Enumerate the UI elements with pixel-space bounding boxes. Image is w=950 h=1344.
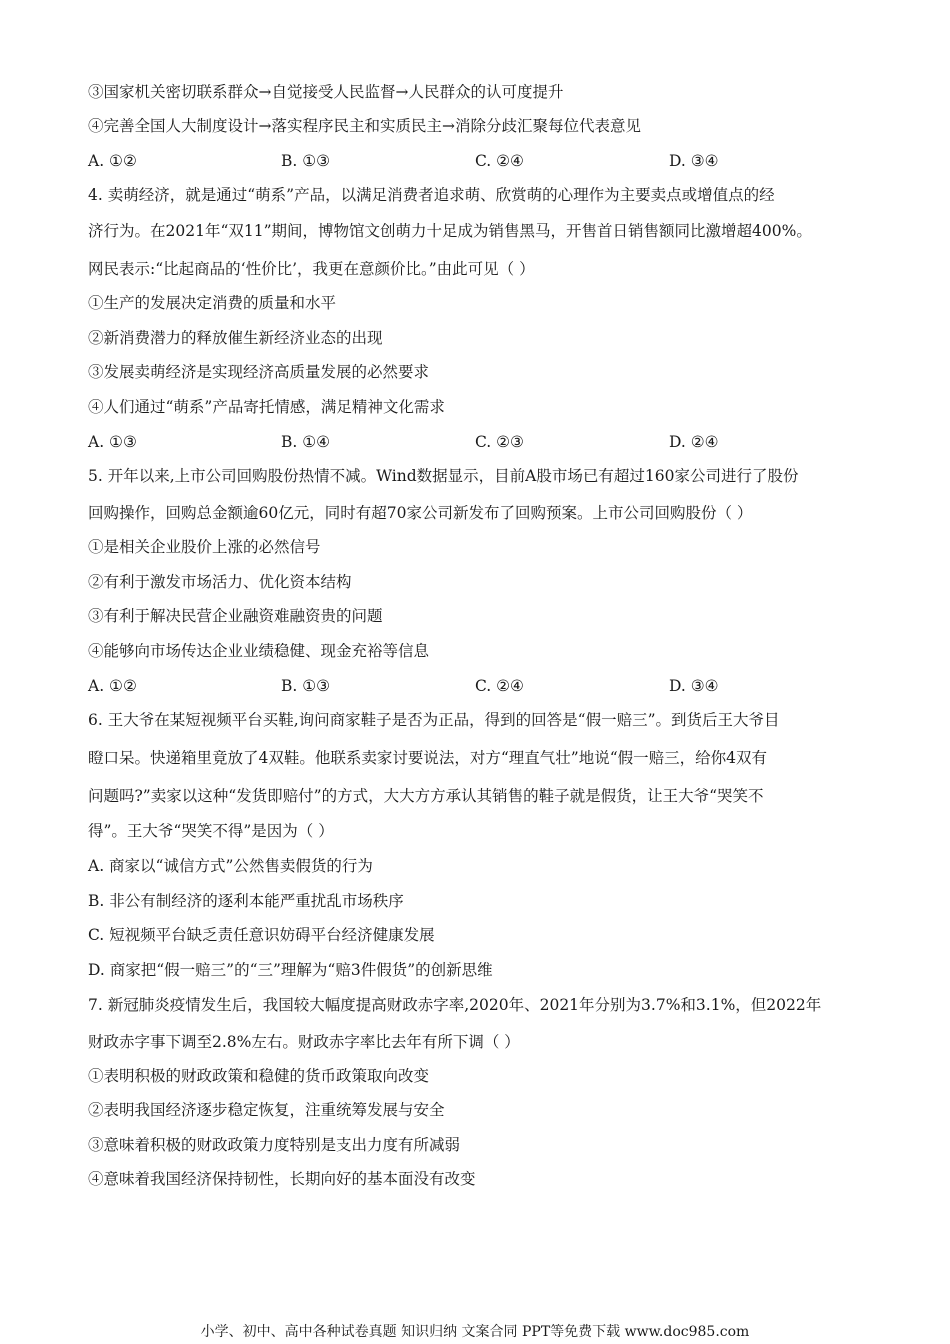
q4-option-d: D. ②④ xyxy=(669,433,719,451)
q7-stem-line-2: 财政赤字事下调至2.8%左右。财政赤字率比去年有所下调（ ） xyxy=(88,1033,520,1051)
q6-stem-line-2: 瞪口呆。快递箱里竟放了4双鞋。他联系卖家讨要说法，对方“理直气壮”地说“假一赔三，给你4双有 xyxy=(88,749,767,767)
q4-item-3: ③发展卖萌经济是实现经济高质量发展的必然要求 xyxy=(88,363,430,381)
q3-option-b: B. ①③ xyxy=(281,152,331,170)
q5-item-2: ②有利于激发市场活力、优化资本结构 xyxy=(88,573,352,591)
q7-item-3: ③意味着积极的财政政策力度特别是支出力度有所减弱 xyxy=(88,1136,461,1154)
q4-item-4: ④人们通过“萌系”产品寄托情感，满足精神文化需求 xyxy=(88,398,445,416)
q7-item-1: ①表明积极的财政政策和稳健的货币政策取向改变 xyxy=(88,1067,430,1085)
q4-stem-line-2: 济行为。在2021年“双11”期间，博物馆文创萌力十足成为销售黑马，开售首日销售额同比激增超400%。 xyxy=(88,222,812,240)
q5-item-1: ①是相关企业股价上涨的必然信号 xyxy=(88,538,321,556)
q3-option-a: A. ①② xyxy=(88,152,137,170)
q5-item-3: ③有利于解决民营企业融资难融资贵的问题 xyxy=(88,607,383,625)
q3-item-3: ③国家机关密切联系群众→自觉接受人民监督→人民群众的认可度提升 xyxy=(88,83,564,101)
q6-stem-line-3: 问题吗?”卖家以这种“发货即赔付”的方式，大大方方承认其销售的鞋子就是假货，让王大爷“哭笑不 xyxy=(88,787,764,805)
q6-stem-line-1: 6. 王大爷在某短视频平台买鞋,询问商家鞋子是否为正品，得到的回答是“假一赔三”。到货后王大爷目 xyxy=(88,711,780,729)
q5-option-b: B. ①③ xyxy=(281,677,331,695)
q4-stem-line-3: 网民表示:“比起商品的‘性价比’，我更在意颜价比。”由此可见（ ） xyxy=(88,260,535,278)
q5-stem-line-1: 5. 开年以来,上市公司回购股份热情不减。Wind数据显示，目前A股市场已有超过160家公司进行了股份 xyxy=(88,467,799,485)
q4-item-2: ②新消费潜力的释放催生新经济业态的出现 xyxy=(88,329,383,347)
q3-option-d: D. ③④ xyxy=(669,152,719,170)
q5-options xyxy=(88,676,868,696)
q5-item-4: ④能够向市场传达企业业绩稳健、现金充裕等信息 xyxy=(88,642,430,660)
q5-option-a: A. ①② xyxy=(88,677,137,695)
q5-option-c: C. ②④ xyxy=(475,677,524,695)
q6-choice-a: A. 商家以“诚信方式”公然售卖假货的行为 xyxy=(88,857,373,875)
q6-choice-d: D. 商家把“假一赔三”的“三”理解为“赔3件假货”的创新思维 xyxy=(88,961,493,979)
q7-stem-line-1: 7. 新冠肺炎疫情发生后，我国较大幅度提高财政赤字率,2020年、2021年分别为3.7%和3.1%，但2022年 xyxy=(88,996,822,1014)
q6-stem-line-4: 得”。王大爷“哭笑不得”是因为（ ） xyxy=(88,822,334,840)
q6-choice-b: B. 非公有制经济的逐利本能严重扰乱市场秩序 xyxy=(88,892,404,910)
q4-item-1: ①生产的发展决定消费的质量和水平 xyxy=(88,294,337,312)
q4-options xyxy=(88,432,868,452)
q4-option-a: A. ①③ xyxy=(88,433,137,451)
q3-options xyxy=(88,151,868,171)
q5-stem-line-2: 回购操作，回购总金额逾60亿元，同时有超70家公司新发布了回购预案。上市公司回购股份（ ） xyxy=(88,504,753,522)
q6-choice-c: C. 短视频平台缺乏责任意识妨碍平台经济健康发展 xyxy=(88,926,435,944)
q3-option-c: C. ②④ xyxy=(475,152,524,170)
footer-text: 小学、初中、高中各种试卷真题 知识归纳 文案合同 PPT等免费下载 www.doc985.com xyxy=(200,1324,750,1340)
q4-option-c: C. ②③ xyxy=(475,433,524,451)
q5-option-d: D. ③④ xyxy=(669,677,719,695)
q7-item-2: ②表明我国经济逐步稳定恢复，注重统筹发展与安全 xyxy=(88,1101,445,1119)
q3-item-4: ④完善全国人大制度设计→落实程序民主和实质民主→消除分歧汇聚每位代表意见 xyxy=(88,117,641,135)
q7-item-4: ④意味着我国经济保持韧性，长期向好的基本面没有改变 xyxy=(88,1170,476,1188)
q4-stem-line-1: 4. 卖萌经济，就是通过“萌系”产品，以满足消费者追求萌、欣赏萌的心理作为主要卖点或增值点的经 xyxy=(88,186,775,204)
q4-option-b: B. ①④ xyxy=(281,433,331,451)
